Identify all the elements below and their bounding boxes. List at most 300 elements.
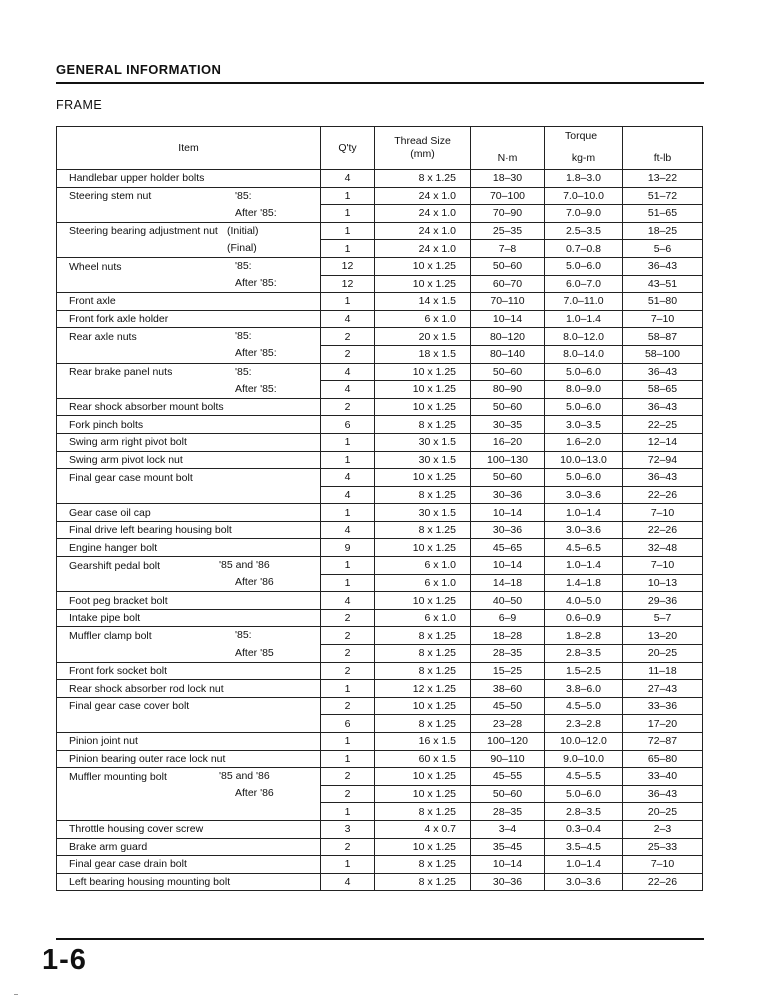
item-cell — [57, 469, 321, 487]
torque-kgm-cell: 4.5–5.0 — [545, 697, 623, 715]
item-cell — [57, 574, 321, 592]
torque-kgm-cell: 1.4–1.8 — [545, 574, 623, 592]
torque-nm-cell: 28–35 — [471, 803, 545, 821]
item-condition: (Final) — [227, 241, 257, 254]
qty-cell: 4 — [321, 310, 375, 328]
item-name: Gearshift pedal bolt — [69, 559, 161, 572]
item-condition: '85: — [235, 189, 252, 202]
torque-ftlb-cell: 11–18 — [623, 662, 703, 680]
torque-ftlb-cell: 7–10 — [623, 504, 703, 522]
table-row — [57, 521, 703, 539]
torque-kgm-cell: 8.0–12.0 — [545, 328, 623, 346]
torque-kgm-cell: 2.8–3.5 — [545, 803, 623, 821]
item-condition: After '85: — [235, 206, 277, 219]
item-cell — [57, 785, 321, 803]
item-name: Front fork axle holder — [69, 313, 169, 326]
torque-nm-cell: 3–4 — [471, 820, 545, 838]
torque-nm-cell: 25–35 — [471, 222, 545, 240]
sub-title: FRAME — [56, 98, 103, 112]
item-name: Steering bearing adjustment nut — [69, 225, 218, 238]
torque-kgm-cell: 1.5–2.5 — [545, 662, 623, 680]
thread-size-cell: 60 x 1.5 — [375, 750, 471, 768]
thread-size-cell: 10 x 1.25 — [375, 257, 471, 275]
thread-size-cell: 24 x 1.0 — [375, 222, 471, 240]
table-row — [57, 645, 703, 663]
qty-cell: 12 — [321, 275, 375, 293]
item-cell — [57, 381, 321, 399]
qty-cell: 2 — [321, 398, 375, 416]
table-row — [57, 205, 703, 223]
header-torque-spacer-2 — [623, 127, 703, 146]
thread-size-cell: 8 x 1.25 — [375, 521, 471, 539]
item-name: Pinion joint nut — [69, 735, 138, 748]
table-row — [57, 363, 703, 381]
section-title: GENERAL INFORMATION — [56, 62, 222, 77]
qty-cell: 1 — [321, 293, 375, 311]
item-name: Pinion bearing outer race lock nut — [69, 752, 226, 765]
torque-ftlb-cell: 36–43 — [623, 398, 703, 416]
torque-kgm-cell: 0.3–0.4 — [545, 820, 623, 838]
torque-nm-cell: 45–65 — [471, 539, 545, 557]
torque-kgm-cell: 3.0–3.6 — [545, 873, 623, 891]
qty-cell: 1 — [321, 680, 375, 698]
torque-kgm-cell: 8.0–14.0 — [545, 345, 623, 363]
table-row — [57, 187, 703, 205]
item-cell — [57, 328, 321, 346]
table-row — [57, 345, 703, 363]
header-qty: Q'ty — [321, 127, 375, 170]
qty-cell: 1 — [321, 504, 375, 522]
table-row — [57, 328, 703, 346]
item-cell — [57, 645, 321, 663]
table-row — [57, 381, 703, 399]
qty-cell: 2 — [321, 785, 375, 803]
qty-cell: 2 — [321, 697, 375, 715]
item-name: Rear brake panel nuts — [69, 366, 173, 379]
header-ftlb: ft-lb — [623, 145, 703, 170]
thread-size-cell: 8 x 1.25 — [375, 803, 471, 821]
qty-cell: 12 — [321, 257, 375, 275]
torque-ftlb-cell: 7–10 — [623, 856, 703, 874]
item-cell — [57, 398, 321, 416]
torque-nm-cell: 50–60 — [471, 398, 545, 416]
torque-nm-cell: 80–140 — [471, 345, 545, 363]
thread-size-cell: 14 x 1.5 — [375, 293, 471, 311]
torque-nm-cell: 80–120 — [471, 328, 545, 346]
torque-ftlb-cell: 25–33 — [623, 838, 703, 856]
item-cell — [57, 275, 321, 293]
torque-nm-cell: 30–36 — [471, 486, 545, 504]
thread-size-cell: 24 x 1.0 — [375, 240, 471, 258]
item-cell — [57, 345, 321, 363]
thread-size-cell: 6 x 1.0 — [375, 310, 471, 328]
item-cell — [57, 697, 321, 715]
item-name: Fork pinch bolts — [69, 418, 144, 431]
header-thread-line2: (mm) — [410, 148, 435, 160]
qty-cell: 1 — [321, 574, 375, 592]
table-row — [57, 416, 703, 434]
item-name: Handlebar upper holder bolts — [69, 172, 205, 185]
torque-nm-cell: 10–14 — [471, 504, 545, 522]
torque-ftlb-cell: 51–72 — [623, 187, 703, 205]
torque-ftlb-cell: 22–25 — [623, 416, 703, 434]
torque-ftlb-cell: 32–48 — [623, 539, 703, 557]
torque-nm-cell: 18–30 — [471, 170, 545, 188]
thread-size-cell: 10 x 1.25 — [375, 539, 471, 557]
torque-ftlb-cell: 72–94 — [623, 451, 703, 469]
item-name: Muffler clamp bolt — [69, 629, 152, 642]
torque-nm-cell: 23–28 — [471, 715, 545, 733]
qty-cell: 1 — [321, 750, 375, 768]
item-cell — [57, 856, 321, 874]
qty-cell: 4 — [321, 521, 375, 539]
item-condition: After '85: — [235, 277, 277, 290]
torque-ftlb-cell: 18–25 — [623, 222, 703, 240]
item-name: Rear shock absorber rod lock nut — [69, 682, 224, 695]
item-cell — [57, 733, 321, 751]
torque-kgm-cell: 1.6–2.0 — [545, 433, 623, 451]
torque-ftlb-cell: 5–7 — [623, 609, 703, 627]
torque-kgm-cell: 0.6–0.9 — [545, 609, 623, 627]
torque-ftlb-cell: 29–36 — [623, 592, 703, 610]
torque-ftlb-cell: 33–40 — [623, 768, 703, 786]
torque-nm-cell: 50–60 — [471, 363, 545, 381]
table-row — [57, 293, 703, 311]
qty-cell: 1 — [321, 451, 375, 469]
table-row — [57, 662, 703, 680]
torque-kgm-cell: 1.0–1.4 — [545, 557, 623, 575]
item-cell — [57, 873, 321, 891]
qty-cell: 1 — [321, 205, 375, 223]
page-number: 1-6 — [42, 944, 87, 976]
torque-kgm-cell: 3.5–4.5 — [545, 838, 623, 856]
item-cell — [57, 662, 321, 680]
torque-kgm-cell: 5.0–6.0 — [545, 785, 623, 803]
item-condition: (Initial) — [227, 224, 259, 237]
torque-nm-cell: 70–110 — [471, 293, 545, 311]
table-row — [57, 680, 703, 698]
qty-cell: 2 — [321, 662, 375, 680]
torque-ftlb-cell: 22–26 — [623, 521, 703, 539]
item-name: Final drive left bearing housing bolt — [69, 524, 232, 537]
torque-nm-cell: 50–60 — [471, 469, 545, 487]
qty-cell: 1 — [321, 187, 375, 205]
torque-kgm-cell: 7.0–11.0 — [545, 293, 623, 311]
torque-nm-cell: 10–14 — [471, 856, 545, 874]
torque-ftlb-cell: 22–26 — [623, 873, 703, 891]
torque-ftlb-cell: 36–43 — [623, 469, 703, 487]
torque-nm-cell: 50–60 — [471, 785, 545, 803]
torque-kgm-cell: 7.0–9.0 — [545, 205, 623, 223]
table-row — [57, 310, 703, 328]
item-cell — [57, 170, 321, 188]
qty-cell: 4 — [321, 170, 375, 188]
torque-ftlb-cell: 13–22 — [623, 170, 703, 188]
item-cell — [57, 592, 321, 610]
qty-cell: 3 — [321, 820, 375, 838]
item-condition: '85: — [235, 259, 252, 272]
torque-ftlb-cell: 72–87 — [623, 733, 703, 751]
table-row — [57, 768, 703, 786]
torque-kgm-cell: 3.0–3.5 — [545, 416, 623, 434]
item-name: Final gear case mount bolt — [69, 471, 193, 484]
torque-kgm-cell: 8.0–9.0 — [545, 381, 623, 399]
item-name: Engine hanger bolt — [69, 541, 158, 554]
qty-cell: 1 — [321, 856, 375, 874]
table-row — [57, 486, 703, 504]
item-cell — [57, 433, 321, 451]
table-row — [57, 574, 703, 592]
torque-nm-cell: 10–14 — [471, 557, 545, 575]
item-condition: '85: — [235, 365, 252, 378]
footer-rule — [56, 938, 704, 940]
item-name: Gear case oil cap — [69, 506, 151, 519]
torque-table — [56, 126, 703, 891]
qty-cell: 4 — [321, 381, 375, 399]
item-name: Muffler mounting bolt — [69, 770, 167, 783]
qty-cell: 1 — [321, 433, 375, 451]
qty-cell: 1 — [321, 733, 375, 751]
thread-size-cell: 18 x 1.5 — [375, 345, 471, 363]
table-row — [57, 275, 703, 293]
torque-kgm-cell: 1.0–1.4 — [545, 856, 623, 874]
table-row — [57, 838, 703, 856]
thread-size-cell: 8 x 1.25 — [375, 627, 471, 645]
torque-nm-cell: 30–36 — [471, 873, 545, 891]
header-thread-line1: Thread Size — [394, 135, 451, 147]
item-cell — [57, 222, 321, 240]
torque-ftlb-cell: 51–65 — [623, 205, 703, 223]
torque-kgm-cell: 9.0–10.0 — [545, 750, 623, 768]
torque-nm-cell: 100–120 — [471, 733, 545, 751]
thread-size-cell: 8 x 1.25 — [375, 715, 471, 733]
torque-kgm-cell: 3.0–3.6 — [545, 521, 623, 539]
item-cell — [57, 310, 321, 328]
header-nm: N·m — [471, 145, 545, 170]
qty-cell: 1 — [321, 803, 375, 821]
thread-size-cell: 10 x 1.25 — [375, 785, 471, 803]
item-cell — [57, 521, 321, 539]
thread-size-cell: 8 x 1.25 — [375, 486, 471, 504]
thread-size-cell: 6 x 1.0 — [375, 557, 471, 575]
thread-size-cell: 8 x 1.25 — [375, 873, 471, 891]
table-row — [57, 803, 703, 821]
table-row — [57, 697, 703, 715]
torque-ftlb-cell: 7–10 — [623, 557, 703, 575]
table-row — [57, 750, 703, 768]
torque-nm-cell: 80–90 — [471, 381, 545, 399]
torque-nm-cell: 6–9 — [471, 609, 545, 627]
table-row — [57, 733, 703, 751]
qty-cell: 2 — [321, 645, 375, 663]
thread-size-cell: 10 x 1.25 — [375, 838, 471, 856]
torque-ftlb-cell: 12–14 — [623, 433, 703, 451]
qty-cell: 6 — [321, 715, 375, 733]
torque-kgm-cell: 2.5–3.5 — [545, 222, 623, 240]
thread-size-cell: 8 x 1.25 — [375, 170, 471, 188]
thread-size-cell: 10 x 1.25 — [375, 697, 471, 715]
torque-nm-cell: 16–20 — [471, 433, 545, 451]
thread-size-cell: 30 x 1.5 — [375, 451, 471, 469]
thread-size-cell: 10 x 1.25 — [375, 768, 471, 786]
torque-kgm-cell: 10.0–13.0 — [545, 451, 623, 469]
qty-cell: 1 — [321, 240, 375, 258]
item-cell — [57, 205, 321, 223]
torque-ftlb-cell: 65–80 — [623, 750, 703, 768]
item-condition: '85 and '86 — [219, 770, 270, 783]
torque-kgm-cell: 5.0–6.0 — [545, 257, 623, 275]
torque-kgm-cell: 0.7–0.8 — [545, 240, 623, 258]
item-name: Final gear case drain bolt — [69, 858, 187, 871]
qty-cell: 2 — [321, 328, 375, 346]
torque-nm-cell: 35–45 — [471, 838, 545, 856]
item-cell — [57, 803, 321, 821]
item-name: Front fork socket bolt — [69, 664, 168, 677]
torque-nm-cell: 60–70 — [471, 275, 545, 293]
item-cell — [57, 768, 321, 786]
torque-ftlb-cell: 17–20 — [623, 715, 703, 733]
thread-size-cell: 24 x 1.0 — [375, 205, 471, 223]
item-name: Foot peg bracket bolt — [69, 594, 168, 607]
item-condition: After '86 — [235, 576, 274, 589]
torque-nm-cell: 10–14 — [471, 310, 545, 328]
item-cell — [57, 486, 321, 504]
table-row — [57, 627, 703, 645]
item-cell — [57, 363, 321, 381]
thread-size-cell: 30 x 1.5 — [375, 504, 471, 522]
item-cell — [57, 750, 321, 768]
thread-size-cell: 20 x 1.5 — [375, 328, 471, 346]
header-rule — [56, 82, 704, 84]
thread-size-cell: 6 x 1.0 — [375, 574, 471, 592]
torque-kgm-cell: 3.0–3.6 — [545, 486, 623, 504]
item-name: Rear shock absorber mount bolts — [69, 401, 224, 414]
qty-cell: 4 — [321, 469, 375, 487]
thread-size-cell: 8 x 1.25 — [375, 856, 471, 874]
qty-cell: 9 — [321, 539, 375, 557]
torque-nm-cell: 14–18 — [471, 574, 545, 592]
thread-size-cell: 10 x 1.25 — [375, 363, 471, 381]
table-row — [57, 222, 703, 240]
torque-kgm-cell: 4.5–6.5 — [545, 539, 623, 557]
item-cell — [57, 240, 321, 258]
header-torque-spacer — [471, 127, 545, 146]
qty-cell: 2 — [321, 345, 375, 363]
item-condition: After '85: — [235, 347, 277, 360]
item-cell — [57, 820, 321, 838]
table-row — [57, 785, 703, 803]
torque-nm-cell: 40–50 — [471, 592, 545, 610]
qty-cell: 2 — [321, 838, 375, 856]
table-row — [57, 170, 703, 188]
item-name: Front axle — [69, 295, 116, 308]
torque-ftlb-cell: 10–13 — [623, 574, 703, 592]
torque-nm-cell: 28–35 — [471, 645, 545, 663]
qty-cell: 2 — [321, 768, 375, 786]
torque-nm-cell: 45–55 — [471, 768, 545, 786]
torque-ftlb-cell: 20–25 — [623, 645, 703, 663]
torque-nm-cell: 30–36 — [471, 521, 545, 539]
item-name: Steering stem nut — [69, 190, 152, 203]
torque-ftlb-cell: 20–25 — [623, 803, 703, 821]
thread-size-cell: 16 x 1.5 — [375, 733, 471, 751]
table-row — [57, 240, 703, 258]
thread-size-cell: 10 x 1.25 — [375, 592, 471, 610]
table-row — [57, 609, 703, 627]
table-row — [57, 592, 703, 610]
thread-size-cell: 10 x 1.25 — [375, 469, 471, 487]
thread-size-cell: 8 x 1.25 — [375, 416, 471, 434]
table-row — [57, 715, 703, 733]
torque-ftlb-cell: 36–43 — [623, 363, 703, 381]
torque-ftlb-cell: 51–80 — [623, 293, 703, 311]
item-condition: After '85 — [235, 646, 274, 659]
thread-size-cell: 30 x 1.5 — [375, 433, 471, 451]
table-row — [57, 257, 703, 275]
torque-nm-cell: 70–90 — [471, 205, 545, 223]
thread-size-cell: 10 x 1.25 — [375, 398, 471, 416]
torque-nm-cell: 45–50 — [471, 697, 545, 715]
table-row — [57, 820, 703, 838]
thread-size-cell: 10 x 1.25 — [375, 381, 471, 399]
qty-cell: 4 — [321, 363, 375, 381]
item-cell — [57, 627, 321, 645]
thread-size-cell: 6 x 1.0 — [375, 609, 471, 627]
torque-ftlb-cell: 7–10 — [623, 310, 703, 328]
table-row — [57, 433, 703, 451]
item-name: Brake arm guard — [69, 840, 148, 853]
torque-nm-cell: 30–35 — [471, 416, 545, 434]
torque-ftlb-cell: 13–20 — [623, 627, 703, 645]
torque-kgm-cell: 3.8–6.0 — [545, 680, 623, 698]
table-row — [57, 856, 703, 874]
header-item: Item — [57, 127, 321, 170]
torque-ftlb-cell: 2–3 — [623, 820, 703, 838]
item-cell — [57, 416, 321, 434]
item-name: Final gear case cover bolt — [69, 700, 190, 713]
item-name: Swing arm pivot lock nut — [69, 453, 183, 466]
torque-nm-cell: 100–130 — [471, 451, 545, 469]
table-row — [57, 451, 703, 469]
item-name: Wheel nuts — [69, 260, 122, 273]
torque-kgm-cell: 5.0–6.0 — [545, 363, 623, 381]
qty-cell: 1 — [321, 222, 375, 240]
torque-kgm-cell: 10.0–12.0 — [545, 733, 623, 751]
qty-cell: 4 — [321, 592, 375, 610]
qty-cell: 2 — [321, 627, 375, 645]
torque-ftlb-cell: 36–43 — [623, 257, 703, 275]
header-thread-size — [375, 127, 471, 170]
torque-ftlb-cell: 22–26 — [623, 486, 703, 504]
item-cell — [57, 187, 321, 205]
table-row — [57, 504, 703, 522]
qty-cell: 6 — [321, 416, 375, 434]
torque-ftlb-cell: 36–43 — [623, 785, 703, 803]
torque-nm-cell: 7–8 — [471, 240, 545, 258]
thread-size-cell: 8 x 1.25 — [375, 645, 471, 663]
item-cell — [57, 715, 321, 733]
torque-nm-cell: 15–25 — [471, 662, 545, 680]
torque-kgm-cell: 4.5–5.5 — [545, 768, 623, 786]
torque-nm-cell: 70–100 — [471, 187, 545, 205]
qty-cell: 4 — [321, 486, 375, 504]
item-cell — [57, 838, 321, 856]
thread-size-cell: 12 x 1.25 — [375, 680, 471, 698]
torque-kgm-cell: 2.8–3.5 — [545, 645, 623, 663]
torque-kgm-cell: 2.3–2.8 — [545, 715, 623, 733]
item-name: Swing arm right pivot bolt — [69, 436, 187, 449]
torque-table-wrapper — [56, 126, 702, 891]
